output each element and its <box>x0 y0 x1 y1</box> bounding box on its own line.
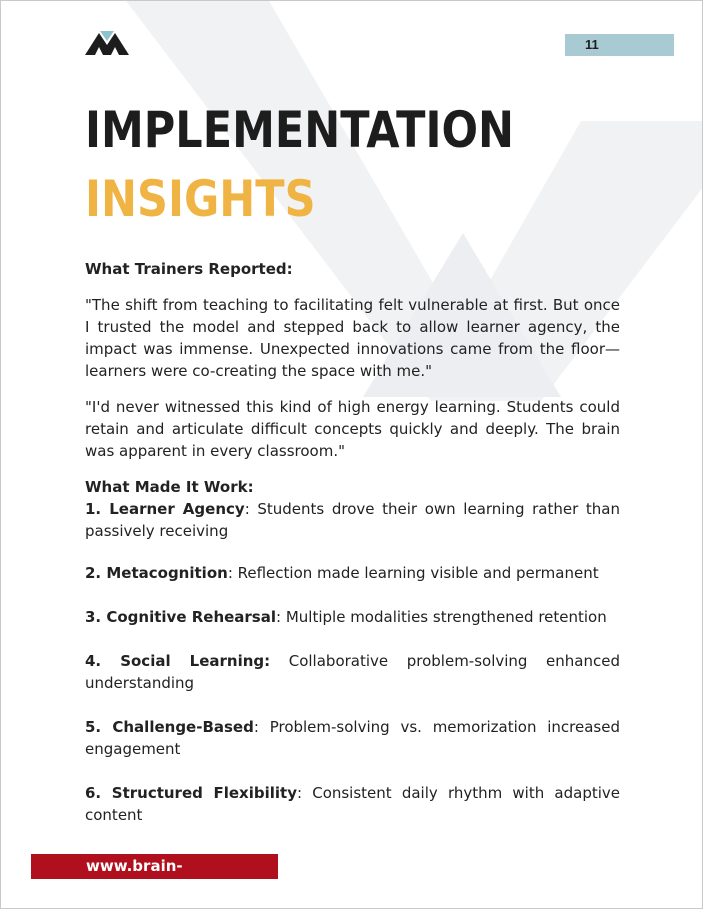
trainers-heading: What Trainers Reported: <box>85 260 293 278</box>
item-label: 2. Metacognition <box>85 564 228 582</box>
page-title-line2: INSIGHTS <box>85 170 316 228</box>
item-label: 4. Social Learning: <box>85 652 271 670</box>
item-label: 1. Learner Agency <box>85 500 245 518</box>
list-item <box>85 650 620 694</box>
list-item <box>85 562 620 584</box>
list-item <box>85 716 620 760</box>
trainer-quote-2: "I'd never witnessed this kind of high energy learning. Students could retain and articulate difficult concepts quickly and deeply. The brain was apparent in every classroom." <box>85 398 620 460</box>
brand-logo-icon <box>85 29 129 57</box>
item-label: 3. Cognitive Rehearsal <box>85 608 277 626</box>
item-text: : Reflection made learning visible and permanent <box>227 564 599 582</box>
list-item <box>85 498 620 542</box>
item-label: 6. Structured Flexibility <box>85 784 297 802</box>
body-content <box>85 258 620 826</box>
page-number: 11 <box>565 34 674 56</box>
item-text: Collaborative problem-solving enhanced understanding <box>85 652 620 692</box>
page-title-line1: IMPLEMENTATION <box>85 101 515 159</box>
work-heading: What Made It Work: <box>85 478 254 496</box>
list-item <box>85 782 620 826</box>
item-text: : Students drove their own learning rather than passively receiving <box>85 500 621 540</box>
item-label: 5. Challenge-Based <box>85 718 254 736</box>
trainer-quote-1: "The shift from teaching to facilitating felt vulnerable at first. But once I trusted the model and stepped back to allow learner agency, the impact was immense. Unexpected innovations came from the floor—learners were co-creating the space with me." <box>85 296 620 380</box>
item-text: : Problem-solving vs. memorization increased engagement <box>85 718 620 758</box>
item-text: : Consistent daily rhythm with adaptive content <box>85 784 620 824</box>
website-link[interactable]: www.brain-centric.com <box>31 854 278 879</box>
list-item <box>85 606 620 628</box>
item-text: : Multiple modalities strengthened retention <box>276 608 607 626</box>
